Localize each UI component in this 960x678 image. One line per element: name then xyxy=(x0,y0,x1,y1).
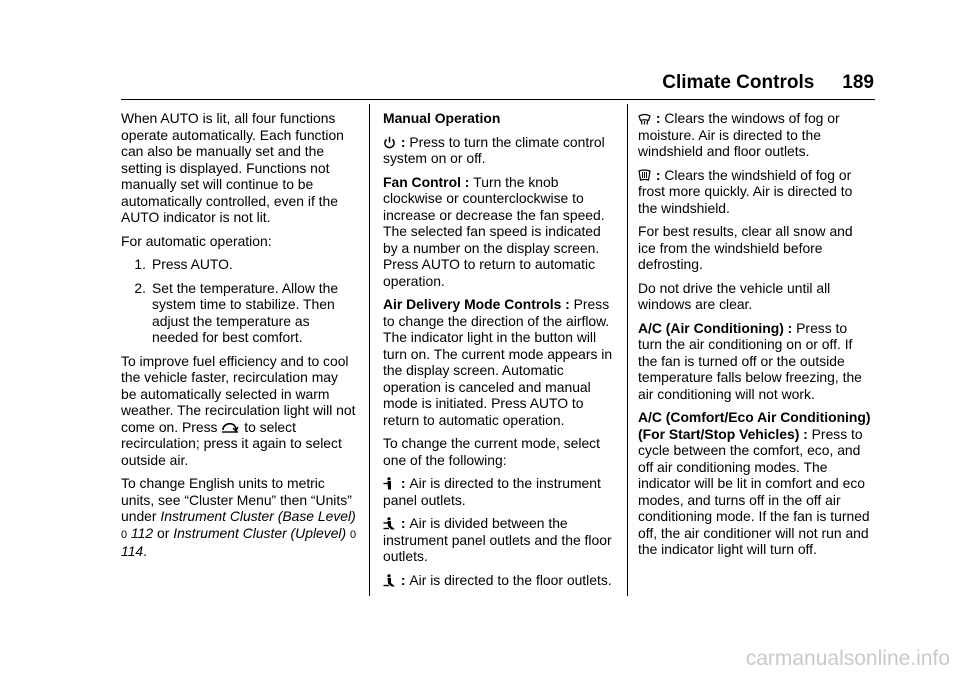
page-ref-symbol: 0 xyxy=(350,528,357,541)
column-3 xyxy=(638,110,874,565)
floor-mode-paragraph: : Air is directed to the floor outlets. xyxy=(383,572,619,589)
cross-reference-link[interactable]: Instrument Cluster (Base Level) xyxy=(160,508,356,524)
defrost-paragraph: : Clears the windshield of fog or frost more quickly. Air is directed to the windshield. xyxy=(638,166,853,216)
vent-mode-paragraph: : Air is directed to the instrument panel outlets. xyxy=(383,475,601,508)
recirculation-icon xyxy=(221,421,239,434)
recirculation-paragraph: To improve fuel efficiency and to cool the vehicle faster, recirculation may be automatically selected in warm weather. The recirculation light will not come on. Press to select recirculation; press it again to select outside air. xyxy=(121,352,356,468)
column-1 xyxy=(121,110,357,567)
step-text: Press AUTO. xyxy=(152,256,233,272)
cross-reference-link[interactable]: Instrument Cluster (Uplevel) xyxy=(173,524,347,541)
list-item xyxy=(121,256,357,273)
auto-paragraph: When AUTO is lit, all four functions operate automatically. Each function can also be manually set and the setting is displayed. Functions not manually set will continue to be automatically controlled, even if the AUTO indicator is not lit. xyxy=(121,110,344,225)
step-text: Set the temperature. Allow the system time to stabilize. Then adjust the temperature as needed for best comfort. xyxy=(152,279,339,345)
auto-intro: For automatic operation: xyxy=(121,232,272,249)
ac-eco-paragraph: A/C (Comfort/Eco Air Conditioning) (For Start/Stop Vehicles) : Press to cycle between the comfort, eco, and off air conditioning modes. The indicator will be lit in comfort and eco modes, and turns off in the off air conditioning mode. If the fan is turned off, the air conditioner will not run and the indicator light will turn off. xyxy=(638,409,871,557)
power-icon xyxy=(383,136,396,149)
step-number: 2. xyxy=(134,279,146,296)
page-number: 189 xyxy=(842,72,874,93)
change-mode-paragraph: To change the current mode, select one of the following: xyxy=(383,435,600,468)
defog-icon xyxy=(638,112,651,125)
column-divider-1 xyxy=(369,104,370,596)
watermark: carmanualsonline.info xyxy=(745,647,950,670)
column-2 xyxy=(383,110,619,595)
bi-level-mode-paragraph: : Air is divided between the instrument panel outlets and the floor outlets. xyxy=(383,515,612,564)
units-paragraph: To change English units to metric units, see “Cluster Menu” then “Units” under Instrument Cluster (Base Level) 0 112 or Instrument Cluster (Uplevel) 0 114. xyxy=(121,475,357,559)
header-rule xyxy=(121,99,875,100)
vent-mode-icon xyxy=(383,477,396,490)
column-divider-2 xyxy=(627,104,628,596)
ac-paragraph: A/C (Air Conditioning) : Press to turn the air conditioning on or off. If the fan is turned off or the outside temperature falls below freezing, the air conditioning will not work. xyxy=(638,319,862,402)
step-number: 1. xyxy=(134,256,146,272)
manual-operation-heading: Manual Operation xyxy=(383,110,501,126)
power-paragraph: : Press to turn the climate control system on or off. xyxy=(383,133,605,166)
page-ref-symbol: 0 xyxy=(121,528,128,541)
bi-level-mode-icon xyxy=(383,517,396,530)
do-not-drive-paragraph: Do not drive the vehicle until all windows are clear. xyxy=(638,279,831,312)
page-ref-number[interactable]: 114 xyxy=(121,543,144,559)
floor-mode-icon xyxy=(383,574,396,587)
defog-paragraph: : Clears the windows of fog or moisture. Air is directed to the windshield and floor outlets. xyxy=(638,110,840,159)
fan-control-paragraph: Fan Control : Turn the knob clockwise or counterclockwise to increase or decrease the fan speed. The selected fan speed is indicated by a number on the display screen. Press AUTO to return to automatic operation. xyxy=(383,173,605,289)
section-title: Climate Controls xyxy=(662,72,815,93)
defrost-icon xyxy=(638,169,651,182)
best-results-paragraph: For best results, clear all snow and ice from the windshield before defrosting. xyxy=(638,223,853,272)
page-ref-number[interactable]: 112 xyxy=(130,524,154,541)
page-header xyxy=(662,72,874,94)
list-item xyxy=(121,280,357,346)
air-delivery-paragraph: Air Delivery Mode Controls : Press to change the direction of the airflow. The indicator light in the button will turn on. The current mode appears in the display screen. Automatic operation is canceled and manual mode is initiated. Press AUTO to return to automatic operation. xyxy=(383,296,613,428)
